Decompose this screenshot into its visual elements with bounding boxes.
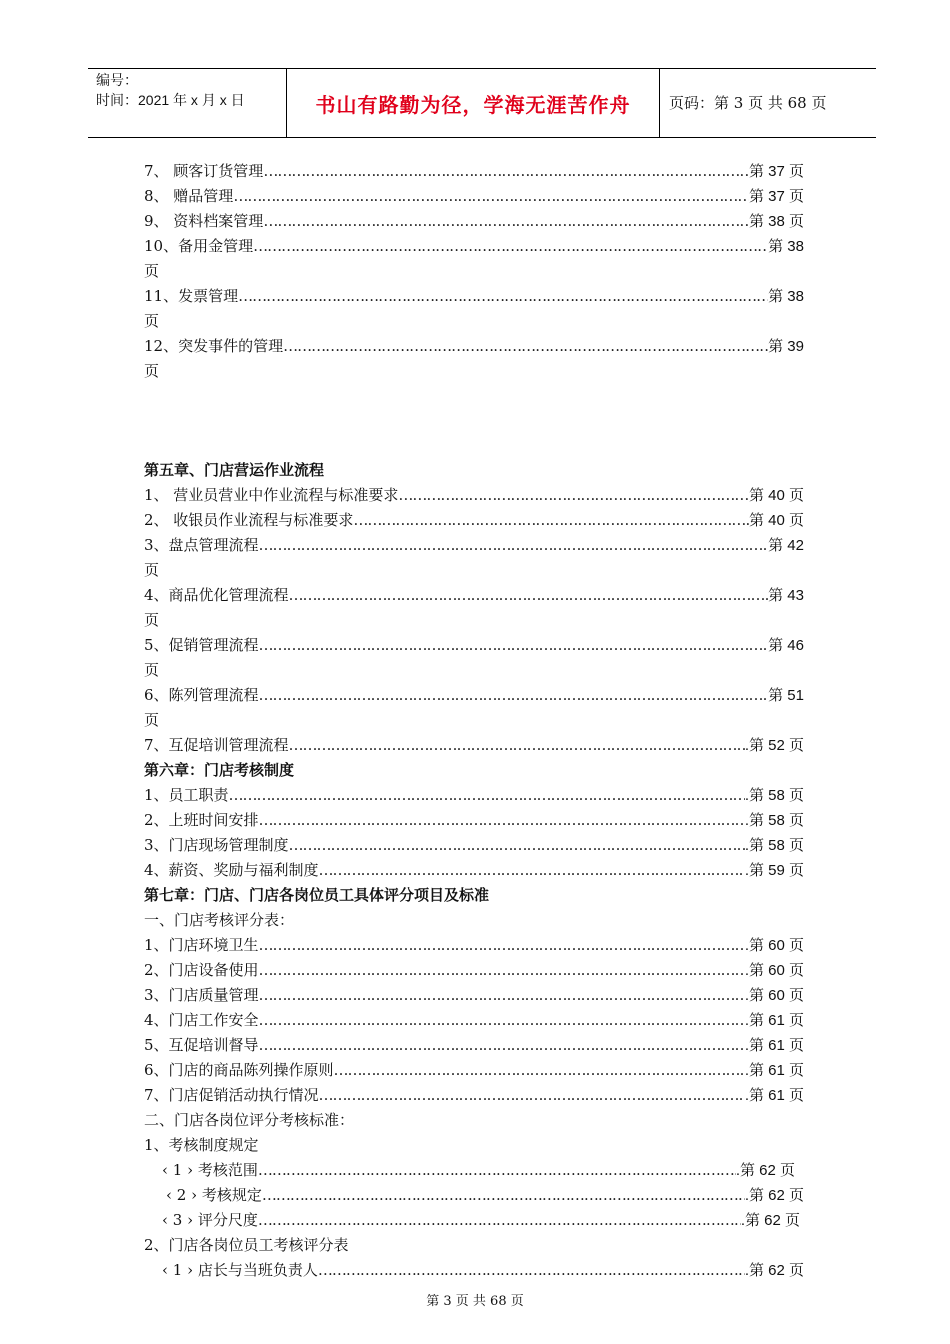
toc-page: .第 62 页 xyxy=(735,1162,795,1179)
toc-item[interactable] xyxy=(144,858,804,883)
toc-item[interactable] xyxy=(144,1083,804,1108)
toc-page: 第 40 页 xyxy=(748,487,804,504)
page-info: 页码：第 3 页 共 68 页 xyxy=(669,93,827,112)
toc-page: 第 37 页 xyxy=(748,188,804,205)
toc-page: 第 42 xyxy=(768,537,804,554)
leader-dots xyxy=(253,234,768,259)
leader-dots xyxy=(318,1258,745,1283)
leader-dots xyxy=(259,683,769,708)
leader-dots xyxy=(398,483,749,508)
toc-page: 第 38 xyxy=(768,238,804,255)
toc-item[interactable] xyxy=(144,334,804,359)
toc-label: 4、商品优化管理流程 xyxy=(144,586,289,604)
time-label: 时间：2021 年 x 月 x 日 xyxy=(96,92,245,108)
toc-page: .第 62 页 xyxy=(744,1187,804,1204)
toc-item[interactable] xyxy=(144,184,804,209)
chapter6-title: 第六章：门店考核制度 xyxy=(144,761,295,779)
toc-item[interactable] xyxy=(144,159,804,184)
toc-label: 2、上班时间安排 xyxy=(144,811,259,829)
toc-page: .第 58 页 xyxy=(744,837,804,854)
leader-dots xyxy=(263,209,749,234)
toc-label: ‹ 3 › 评分尺度 xyxy=(162,1211,258,1229)
toc-label: 9、 资料档案管理 xyxy=(144,212,264,230)
toc-page: 第 43 xyxy=(768,587,804,604)
toc-label: 5、促销管理流程 xyxy=(144,636,259,654)
toc-page-cont: 页 xyxy=(144,362,160,380)
leader-dots xyxy=(289,583,769,608)
toc-item[interactable] xyxy=(144,1008,804,1033)
leader-dots xyxy=(233,184,749,209)
toc-label: 1、门店环境卫生 xyxy=(144,936,259,954)
toc-item[interactable] xyxy=(144,583,804,608)
toc-label: 1、员工职责 xyxy=(144,786,229,804)
toc-item[interactable] xyxy=(162,1158,795,1183)
header-left-cell xyxy=(88,69,287,137)
toc-item[interactable] xyxy=(144,733,804,758)
toc-page: 第 39 xyxy=(768,338,804,355)
toc-page-cont: 页 xyxy=(144,262,160,280)
toc-item[interactable] xyxy=(144,833,804,858)
leader-dots xyxy=(238,284,768,309)
toc-page: .第 60 页 xyxy=(744,962,804,979)
leader-dots xyxy=(259,533,769,558)
leader-dots xyxy=(283,334,768,359)
toc-label: 5、互促培训督导 xyxy=(144,1036,259,1054)
leader-dots xyxy=(353,508,749,533)
leader-dots xyxy=(259,1008,745,1033)
section1-heading: 一、门店考核评分表： xyxy=(144,911,295,929)
header-motto-cell xyxy=(287,69,660,137)
leader-dots xyxy=(259,958,745,983)
toc-page-cont: 页 xyxy=(144,611,160,629)
toc-page: .第 60 页 xyxy=(744,987,804,1004)
toc-item[interactable] xyxy=(144,683,804,708)
toc-page: .第 52 页 xyxy=(744,737,804,754)
toc-page-cont: 页 xyxy=(144,711,160,729)
leader-dots xyxy=(258,1158,736,1183)
toc-label: 4、薪资、奖励与福利制度 xyxy=(144,861,319,879)
toc-label: 1、 营业员营业中作业流程与标准要求 xyxy=(144,486,399,504)
toc-label: 3、盘点管理流程 xyxy=(144,536,259,554)
toc-page: 第 38 xyxy=(768,288,804,305)
toc-item[interactable] xyxy=(144,958,804,983)
page-header xyxy=(88,68,876,138)
toc-item[interactable] xyxy=(144,533,804,558)
toc-page: 第 37 页 xyxy=(748,163,804,180)
toc-page: .第 58 页 xyxy=(744,812,804,829)
toc-label: 6、门店的商品陈列操作原则 xyxy=(144,1061,334,1079)
toc-page: 第 40 页 xyxy=(748,512,804,529)
toc-label: 2、门店设备使用 xyxy=(144,961,259,979)
toc-item[interactable] xyxy=(144,933,804,958)
toc-item[interactable] xyxy=(144,633,804,658)
toc-page-cont: 页 xyxy=(144,661,160,679)
toc-item[interactable] xyxy=(144,508,804,533)
toc-item[interactable] xyxy=(144,983,804,1008)
toc-page: .第 61 页 xyxy=(744,1012,804,1029)
toc-page: .第 61 页 xyxy=(744,1037,804,1054)
toc-label: 3、门店质量管理 xyxy=(144,986,259,1004)
toc-item[interactable] xyxy=(144,209,804,234)
leader-dots xyxy=(319,858,745,883)
toc-label: 10、备用金管理 xyxy=(144,237,254,255)
toc-item[interactable] xyxy=(144,783,804,808)
toc-item[interactable] xyxy=(166,1183,804,1208)
toc-item[interactable] xyxy=(144,1058,804,1083)
toc-label: ‹ 2 › 考核规定 xyxy=(166,1186,262,1204)
toc-item[interactable] xyxy=(144,234,804,259)
leader-dots xyxy=(259,1033,745,1058)
toc-item[interactable] xyxy=(144,808,804,833)
leader-dots xyxy=(289,833,745,858)
leader-dots xyxy=(263,159,749,184)
toc-item[interactable] xyxy=(162,1208,800,1233)
toc-label: 7、门店促销活动执行情况 xyxy=(144,1086,319,1104)
leader-dots xyxy=(334,1058,745,1083)
toc-label: 6、陈列管理流程 xyxy=(144,686,259,704)
leader-dots xyxy=(262,1183,745,1208)
page-footer: 第 3 页 共 68 页 xyxy=(426,1294,524,1309)
toc-label: 7、 顾客订货管理 xyxy=(144,162,264,180)
chapter7-title: 第七章：门店、门店各岗位员工具体评分项目及标准 xyxy=(144,886,490,904)
toc-page: .第 60 页 xyxy=(744,937,804,954)
motto: 书山有路勤为径，学海无涯苦作舟 xyxy=(315,92,631,117)
toc-page: .第 58 页 xyxy=(744,787,804,804)
header-page-cell xyxy=(660,69,876,137)
toc-page-cont: 页 xyxy=(144,561,160,579)
leader-dots xyxy=(259,983,745,1008)
toc-page: .第 59 页 xyxy=(744,862,804,879)
sub2-heading: 2、门店各岗位员工考核评分表 xyxy=(144,1236,349,1254)
toc-label: 8、 赠品管理 xyxy=(144,187,234,205)
toc-label: ‹ 1 › 店长与当班负责人 xyxy=(162,1261,318,1279)
toc-page: 第 51 xyxy=(768,687,804,704)
toc-label: 7、互促培训管理流程 xyxy=(144,736,289,754)
toc-label: 4、门店工作安全 xyxy=(144,1011,259,1029)
toc-label: ‹ 1 › 考核范围 xyxy=(162,1161,258,1179)
number-label: 编号： xyxy=(96,73,138,89)
toc-item[interactable] xyxy=(162,1258,804,1283)
toc-item[interactable] xyxy=(144,284,804,309)
toc-label: 12、突发事件的管理 xyxy=(144,337,284,355)
leader-dots xyxy=(259,933,745,958)
chapter5-title: 第五章、门店营运作业流程 xyxy=(144,461,325,479)
toc-page-cont: 页 xyxy=(144,312,160,330)
toc-item[interactable] xyxy=(144,1033,804,1058)
toc-label: 11、发票管理 xyxy=(144,287,239,305)
leader-dots xyxy=(289,733,745,758)
leader-dots xyxy=(229,783,745,808)
leader-dots xyxy=(319,1083,745,1108)
toc-label: 3、门店现场管理制度 xyxy=(144,836,289,854)
sub1-heading: 1、考核制度规定 xyxy=(144,1136,259,1154)
leader-dots xyxy=(259,808,745,833)
toc-page: .第 61 页 xyxy=(744,1062,804,1079)
section2-heading: 二、门店各岗位评分考核标准： xyxy=(144,1111,355,1129)
toc-page: .第 62 页 xyxy=(744,1262,804,1279)
leader-dots xyxy=(259,633,769,658)
toc-page: 第 38 页 xyxy=(748,213,804,230)
toc-label: 2、 收银员作业流程与标准要求 xyxy=(144,511,354,529)
leader-dots xyxy=(258,1208,741,1233)
toc-page: 第 46 xyxy=(768,637,804,654)
toc-page: .第 61 页 xyxy=(744,1087,804,1104)
toc-item[interactable] xyxy=(144,483,804,508)
toc-page: .第 62 页 xyxy=(740,1212,800,1229)
